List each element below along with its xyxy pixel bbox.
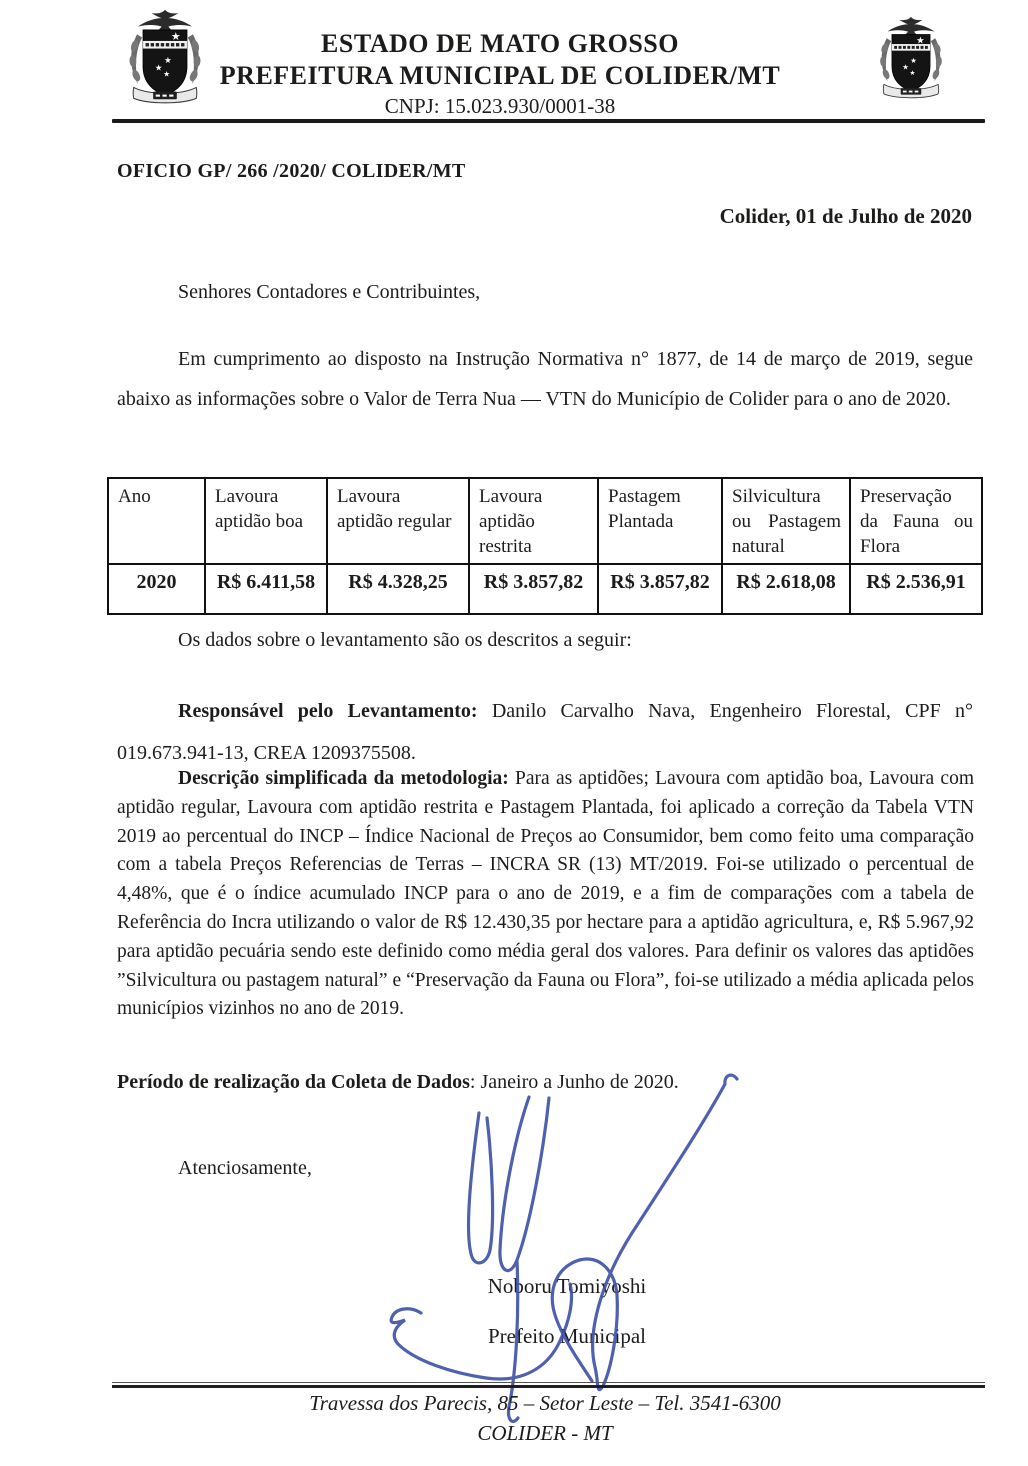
- letterhead-cnpj: CNPJ: 15.023.930/0001-38: [384, 94, 616, 118]
- municipal-coat-of-arms-icon: [878, 12, 944, 104]
- vtn-values-table: [107, 477, 983, 615]
- cell-ano: 2020: [108, 564, 205, 614]
- footer-address: Travessa dos Parecis, 85 – Setor Leste – Tel. 3541-6300: [309, 1391, 781, 1415]
- letterhead: [200, 28, 800, 120]
- cell-silvicultura: R$ 2.618,08: [722, 564, 850, 614]
- responsible-text: Danilo Carvalho Nava, Engenheiro Florestal, CPF n° 019.673.941-13, CREA 1209375508.: [117, 700, 973, 764]
- col-header-lavoura-boa: Lavoura aptidão boa: [205, 478, 327, 564]
- municipal-coat-of-arms-icon: [127, 4, 203, 110]
- cell-lavoura-restrita: R$ 3.857,82: [469, 564, 598, 614]
- period-text: : Janeiro a Junho de 2020.: [469, 1071, 679, 1093]
- signer-name: Noboru Tomiyoshi: [487, 1274, 647, 1298]
- cell-lavoura-boa: R$ 6.411,58: [205, 564, 327, 614]
- table-header-row: [108, 478, 982, 564]
- collection-period-line: [117, 1071, 679, 1094]
- col-header-pastagem-plantada: Pastagem Plantada: [598, 478, 722, 564]
- table-note: Os dados sobre o levantamento são os descritos a seguir:: [178, 629, 632, 651]
- methodology-paragraph: [117, 765, 974, 1024]
- letterhead-state: ESTADO DE MATO GROSSO: [321, 29, 679, 58]
- oficio-reference: OFICIO GP/ 266 /2020/ COLIDER/MT: [117, 160, 466, 182]
- letterhead-municipality: PREFEITURA MUNICIPAL DE COLIDER/MT: [219, 61, 781, 90]
- col-header-lavoura-restrita: Lavoura aptidão restrita: [469, 478, 598, 564]
- footer-city: COLIDER - MT: [477, 1421, 613, 1445]
- responsible-paragraph: [117, 690, 973, 774]
- cell-pastagem: R$ 3.857,82: [598, 564, 722, 614]
- cell-preservacao: R$ 2.536,91: [850, 564, 982, 614]
- cell-lavoura-regular: R$ 4.328,25: [327, 564, 469, 614]
- col-header-silvicultura: Silvicultura ou Pastagem natural: [722, 478, 850, 564]
- col-header-ano: Ano: [108, 478, 205, 564]
- table-row: [108, 564, 982, 614]
- methodology-text: Para as aptidões; Lavoura com aptidão boa, Lavoura com aptidão regular, Lavoura com aptidão restrita e Pastagem Plantada, foi aplicado a correção da Tabela VTN 2019 ao percentual do INCP – Índice Nacional de Preços ao Consumidor, bem como feito uma comparação com a tabela Preços Referencias de Terras – INCRA SR (13) MT/2019. Foi-se utilizado o percentual de 4,48%, que é o índice acumulado INCP para o ano de 2019, e a fim de comparações com a tabela de Referência do Incra utilizando o valor de R$ 12.430,35 por hectare para a aptidão agricultura, e, R$ 5.967,92 para aptidão pecuária sendo este definido como média geral dos valores. Para definir os valores das aptidões ”Silvicultura ou pastagem natural” e “Preservação da Fauna ou Flora”, foi-se utilizado a média aplicada pelos municípios vizinhos no ano de 2019.: [117, 768, 975, 1020]
- methodology-label: Descrição simplificada da metodologia:: [178, 768, 509, 789]
- date-line: Colider, 01 de Julho de 2020: [719, 204, 972, 228]
- signer-title: Prefeito Municipal: [487, 1324, 647, 1348]
- intro-paragraph: Em cumprimento ao disposto na Instrução Normativa n° 1877, de 14 de março de 2019, segue abaixo as informações sobre o Valor de Terra Nua — VTN do Município de Colider para o ano de 2020.: [117, 348, 973, 410]
- header-divider: [112, 119, 985, 123]
- col-header-lavoura-regular: Lavoura aptidão regular: [327, 478, 469, 564]
- footer-divider: [112, 1382, 985, 1388]
- col-header-preservacao: Preservação da Fauna ou Flora: [850, 478, 982, 564]
- salutation: Senhores Contadores e Contribuintes,: [178, 281, 481, 303]
- closing: Atenciosamente,: [178, 1157, 312, 1179]
- responsible-label: Responsável pelo Levantamento:: [178, 700, 478, 722]
- period-label: Período de realização da Coleta de Dados: [117, 1071, 470, 1093]
